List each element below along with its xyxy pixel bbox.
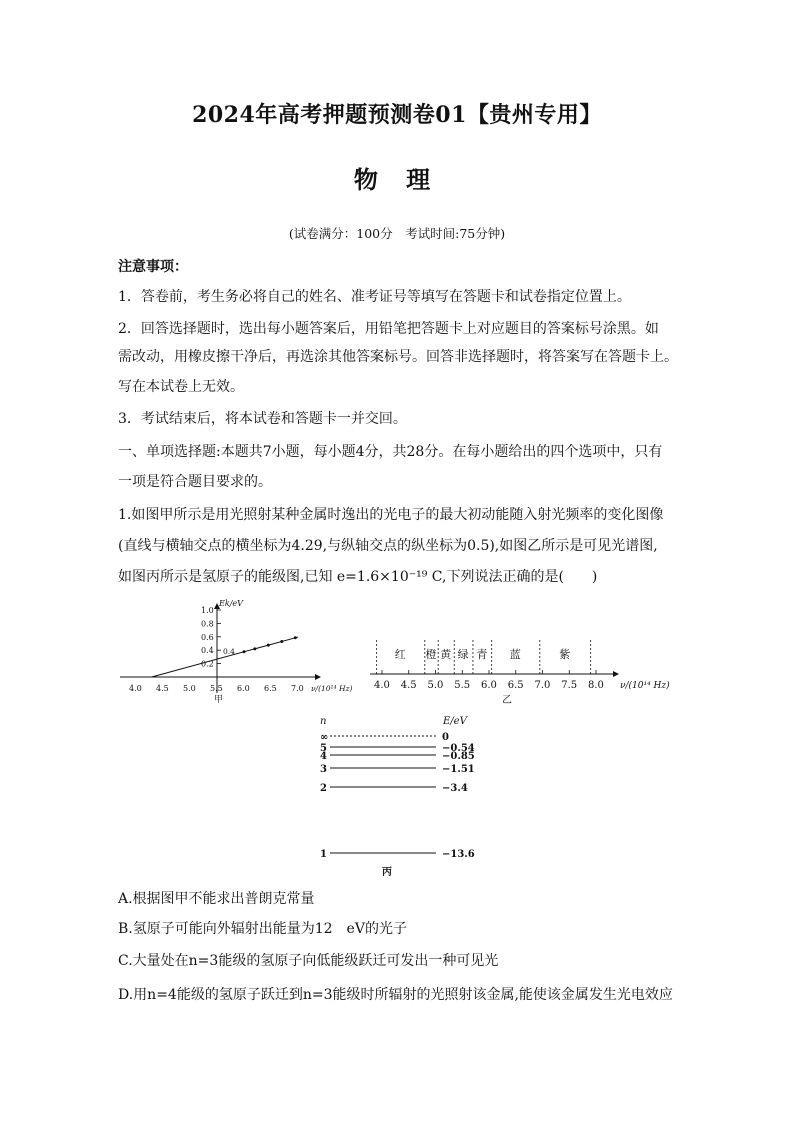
yi-band-label: 蓝 [509,648,521,661]
note-item-3: 3．考试结束后，将本试卷和答题卡一并交回。 [118,411,407,427]
bing-level-e: −13.6 [442,849,475,860]
yi-band-label: 橙 [425,648,437,661]
bing-e-header: E/eV [443,716,467,727]
yi-caption: 乙 [502,695,512,706]
yi-x-tick: 6.0 [481,680,497,691]
yi-x-tick: 7.5 [561,680,578,691]
bing-level-n: 2 [320,783,327,794]
yi-x-tick: 4.5 [400,680,417,691]
bing-level-e: −0.85 [442,751,475,762]
jia-fit-line [152,637,298,677]
note-item-2: 2．回答选择题时，选出每小题答案后，用铅笔把答题卡上对应题目的答案标号涂黑。如 [118,321,659,337]
jia-x-tick: 4.5 [156,684,169,693]
option-d: D.用n=4能级的氢原子跃迁到n=3能级时所辐射的光照射该金属,能使该金属发生光电效应 [118,987,673,1003]
section-heading: 一、单项选择题:本题共7小题，每小题4分，共28分。在每小题给出的四个选项中，只有 [118,444,663,460]
question-1-stem-line1: 1.如图甲所示是用光照射某种金属时逸出的光电子的最大初动能随入射光频率的变化图像 [118,507,664,523]
jia-y-tick: 0.6 [201,632,214,642]
jia-x-tick: 7.0 [291,684,304,693]
jia-data-point [253,647,256,650]
jia-x-label: ν/(10¹⁴ Hz) [311,684,353,693]
jia-x-tick: 5.0 [183,684,196,693]
note-item-2-cont: 需改动，用橡皮擦干净后，再选涂其他答案标号。回答非选择题时，将答案写在答题卡上。 [118,349,678,365]
chart-yi [368,636,678,706]
chart-jia [115,598,365,708]
yi-x-tick: 5.5 [454,680,471,691]
chart-bing [312,712,492,882]
bing-level-e: −3.4 [442,783,468,794]
jia-y-tick: 0.2 [201,659,214,669]
yi-band-label: 红 [394,648,406,661]
jia-y-tick: 0.4 [201,646,214,656]
yi-band-label: 紫 [559,648,571,661]
bing-n-header: n [320,716,327,727]
bing-level-e: −0.54 [442,743,475,754]
jia-caption: 甲 [214,695,224,705]
yi-x-tick: 4.0 [374,680,390,691]
jia-x-tick: 5.5 [210,684,223,693]
bing-level-n: 4 [320,751,327,762]
jia-y-label: Ek/eV [219,599,243,608]
option-a: A.根据图甲不能求出普朗克常量 [118,891,315,907]
yi-band-label: 绿 [457,648,469,661]
question-1-stem-line3: 如图丙所示是氢原子的能级图,已知 e=1.6×10⁻¹⁹ C,下列说法正确的是( ) [118,569,598,585]
option-c: C.大量处在n=3能级的氢原子向低能级跃迁可发出一种可见光 [118,953,499,969]
yi-x-tick: 7.0 [534,680,551,691]
question-1-stem-line2: (直线与横轴交点的横坐标为4.29,与纵轴交点的纵坐标为0.5),如图乙所示是可见光谱图, [118,538,658,554]
bing-level-n: 3 [320,764,327,775]
page-title: 2024年高考押题预测卷01【贵州专用】 [192,102,602,128]
option-b: B.氢原子可能向外辐射出能量为12 eV的光子 [118,921,407,937]
jia-data-point [280,640,283,643]
yi-x-tick: 5.0 [427,680,444,691]
note-item-2-end: 写在本试卷上无效。 [118,379,244,395]
note-item-1: 1．答卷前，考生务必将自己的姓名、准考证号等填写在答题卡和试卷指定位置上。 [118,289,631,305]
jia-x-tick: 6.5 [264,684,277,693]
jia-x-tick: 6.0 [237,684,250,693]
jia-data-point [267,644,270,647]
jia-intercept-label: 0.4 [223,647,235,656]
bing-level-n: 1 [320,849,327,860]
yi-x-label: ν/(10¹⁴ Hz) [620,681,670,691]
jia-data-point [243,650,246,653]
subject-title: 物 理 [353,165,441,194]
yi-x-tick: 6.5 [507,680,524,691]
yi-band-label: 青 [476,648,488,661]
notes-heading: 注意事项： [118,259,188,275]
bing-level-n: ∞ [320,732,329,743]
jia-y-tick: 1.0 [201,606,214,615]
bing-level-e: −1.51 [442,764,475,775]
yi-x-tick: 8.0 [588,680,604,691]
section-heading-cont: 一项是符合题目要求的。 [118,474,272,490]
jia-data-point [294,636,297,639]
score-info: (试卷满分：100分 考试时间:75分钟) [288,226,506,241]
yi-band-label: 黄 [440,648,452,661]
bing-caption: 丙 [382,867,392,878]
bing-level-n: 5 [320,743,327,754]
bing-level-e: 0 [442,732,449,743]
jia-x-tick: 4.0 [129,684,142,693]
jia-y-tick: 0.8 [201,619,214,629]
